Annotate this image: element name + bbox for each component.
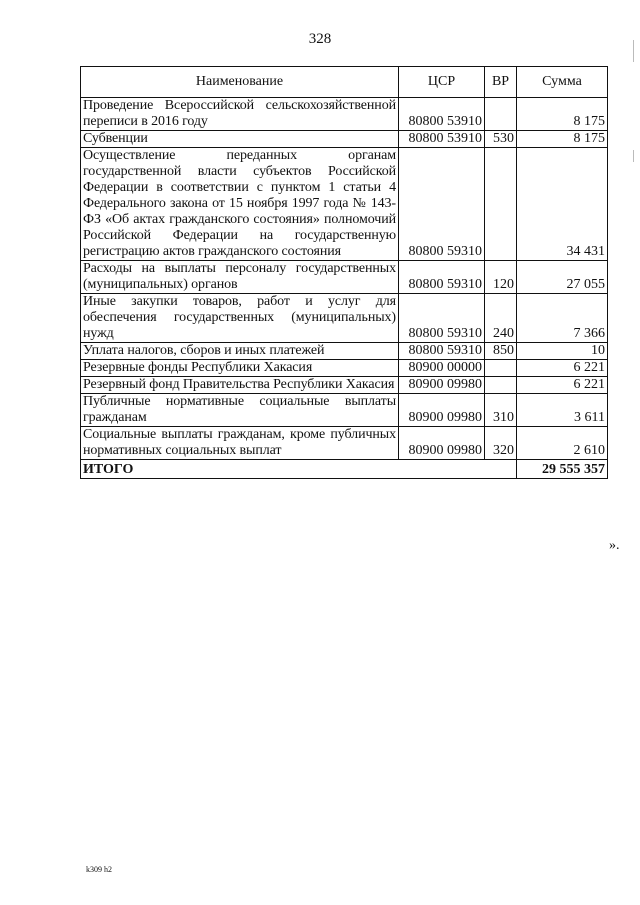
row-vr <box>485 98 517 131</box>
row-csr: 80800 59310 <box>399 343 485 360</box>
row-name: Субвенции <box>81 131 399 148</box>
row-csr: 80900 09980 <box>399 377 485 394</box>
table-row <box>81 294 608 343</box>
footer-code: k309 h2 <box>86 865 112 874</box>
row-name: Резервный фонд Правительства Республики Хакасия <box>81 377 399 394</box>
table-row <box>81 394 608 427</box>
header-name: Наименование <box>81 67 399 98</box>
row-sum: 2 610 <box>517 427 608 460</box>
table-row <box>81 148 608 261</box>
row-name: Иные закупки товаров, работ и услуг для обеспечения государственных (муниципальных) нужд <box>81 294 399 343</box>
row-csr: 80900 09980 <box>399 394 485 427</box>
page-number: 328 <box>308 31 332 47</box>
row-csr: 80800 59310 <box>399 148 485 261</box>
row-vr: 320 <box>485 427 517 460</box>
row-name: Уплата налогов, сборов и иных платежей <box>81 343 399 360</box>
closing-quote-mark: ». <box>609 538 620 553</box>
row-vr: 240 <box>485 294 517 343</box>
row-sum: 8 175 <box>517 131 608 148</box>
row-csr: 80900 09980 <box>399 427 485 460</box>
total-sum: 29 555 357 <box>517 460 608 479</box>
row-vr: 120 <box>485 261 517 294</box>
table-row <box>81 377 608 394</box>
header-csr: ЦСР <box>399 67 485 98</box>
header-sum: Сумма <box>517 67 608 98</box>
scan-edge-mark <box>633 150 634 162</box>
row-csr: 80800 59310 <box>399 294 485 343</box>
row-name: Публичные нормативные социальные выплаты гражданам <box>81 394 399 427</box>
total-row <box>81 460 608 479</box>
row-vr <box>485 360 517 377</box>
row-vr: 310 <box>485 394 517 427</box>
row-csr: 80800 53910 <box>399 98 485 131</box>
row-name: Расходы на выплаты персоналу государственных (муниципальных) органов <box>81 261 399 294</box>
row-sum: 34 431 <box>517 148 608 261</box>
scan-edge-mark <box>633 40 634 62</box>
row-sum: 10 <box>517 343 608 360</box>
row-sum: 27 055 <box>517 261 608 294</box>
table-row <box>81 427 608 460</box>
row-csr: 80900 00000 <box>399 360 485 377</box>
row-vr <box>485 148 517 261</box>
row-vr: 530 <box>485 131 517 148</box>
total-label: ИТОГО <box>81 460 517 479</box>
row-name: Проведение Всероссийской сельскохозяйственной переписи в 2016 году <box>81 98 399 131</box>
table-header-row <box>81 67 608 98</box>
row-vr: 850 <box>485 343 517 360</box>
row-csr: 80800 59310 <box>399 261 485 294</box>
row-csr: 80800 53910 <box>399 131 485 148</box>
header-vr: ВР <box>485 67 517 98</box>
table-row <box>81 360 608 377</box>
row-sum: 3 611 <box>517 394 608 427</box>
table-row <box>81 343 608 360</box>
row-sum: 6 221 <box>517 377 608 394</box>
row-sum: 8 175 <box>517 98 608 131</box>
table-row <box>81 131 608 148</box>
row-name: Осуществление переданных органам государственной власти субъектов Российской Федерации в соответствии с пунктом 1 статьи 4 Федерального закона от 15 ноября 1997 года № 143-ФЗ «Об актах гражданского состояния» полномочий Российской Федерации на государственную регистрацию актов гражданского состояния <box>81 148 399 261</box>
row-name: Социальные выплаты гражданам, кроме публичных нормативных социальных выплат <box>81 427 399 460</box>
row-sum: 6 221 <box>517 360 608 377</box>
table-row <box>81 261 608 294</box>
row-name: Резервные фонды Республики Хакасия <box>81 360 399 377</box>
row-vr <box>485 377 517 394</box>
row-sum: 7 366 <box>517 294 608 343</box>
table-row <box>81 98 608 131</box>
budget-table <box>80 66 608 479</box>
